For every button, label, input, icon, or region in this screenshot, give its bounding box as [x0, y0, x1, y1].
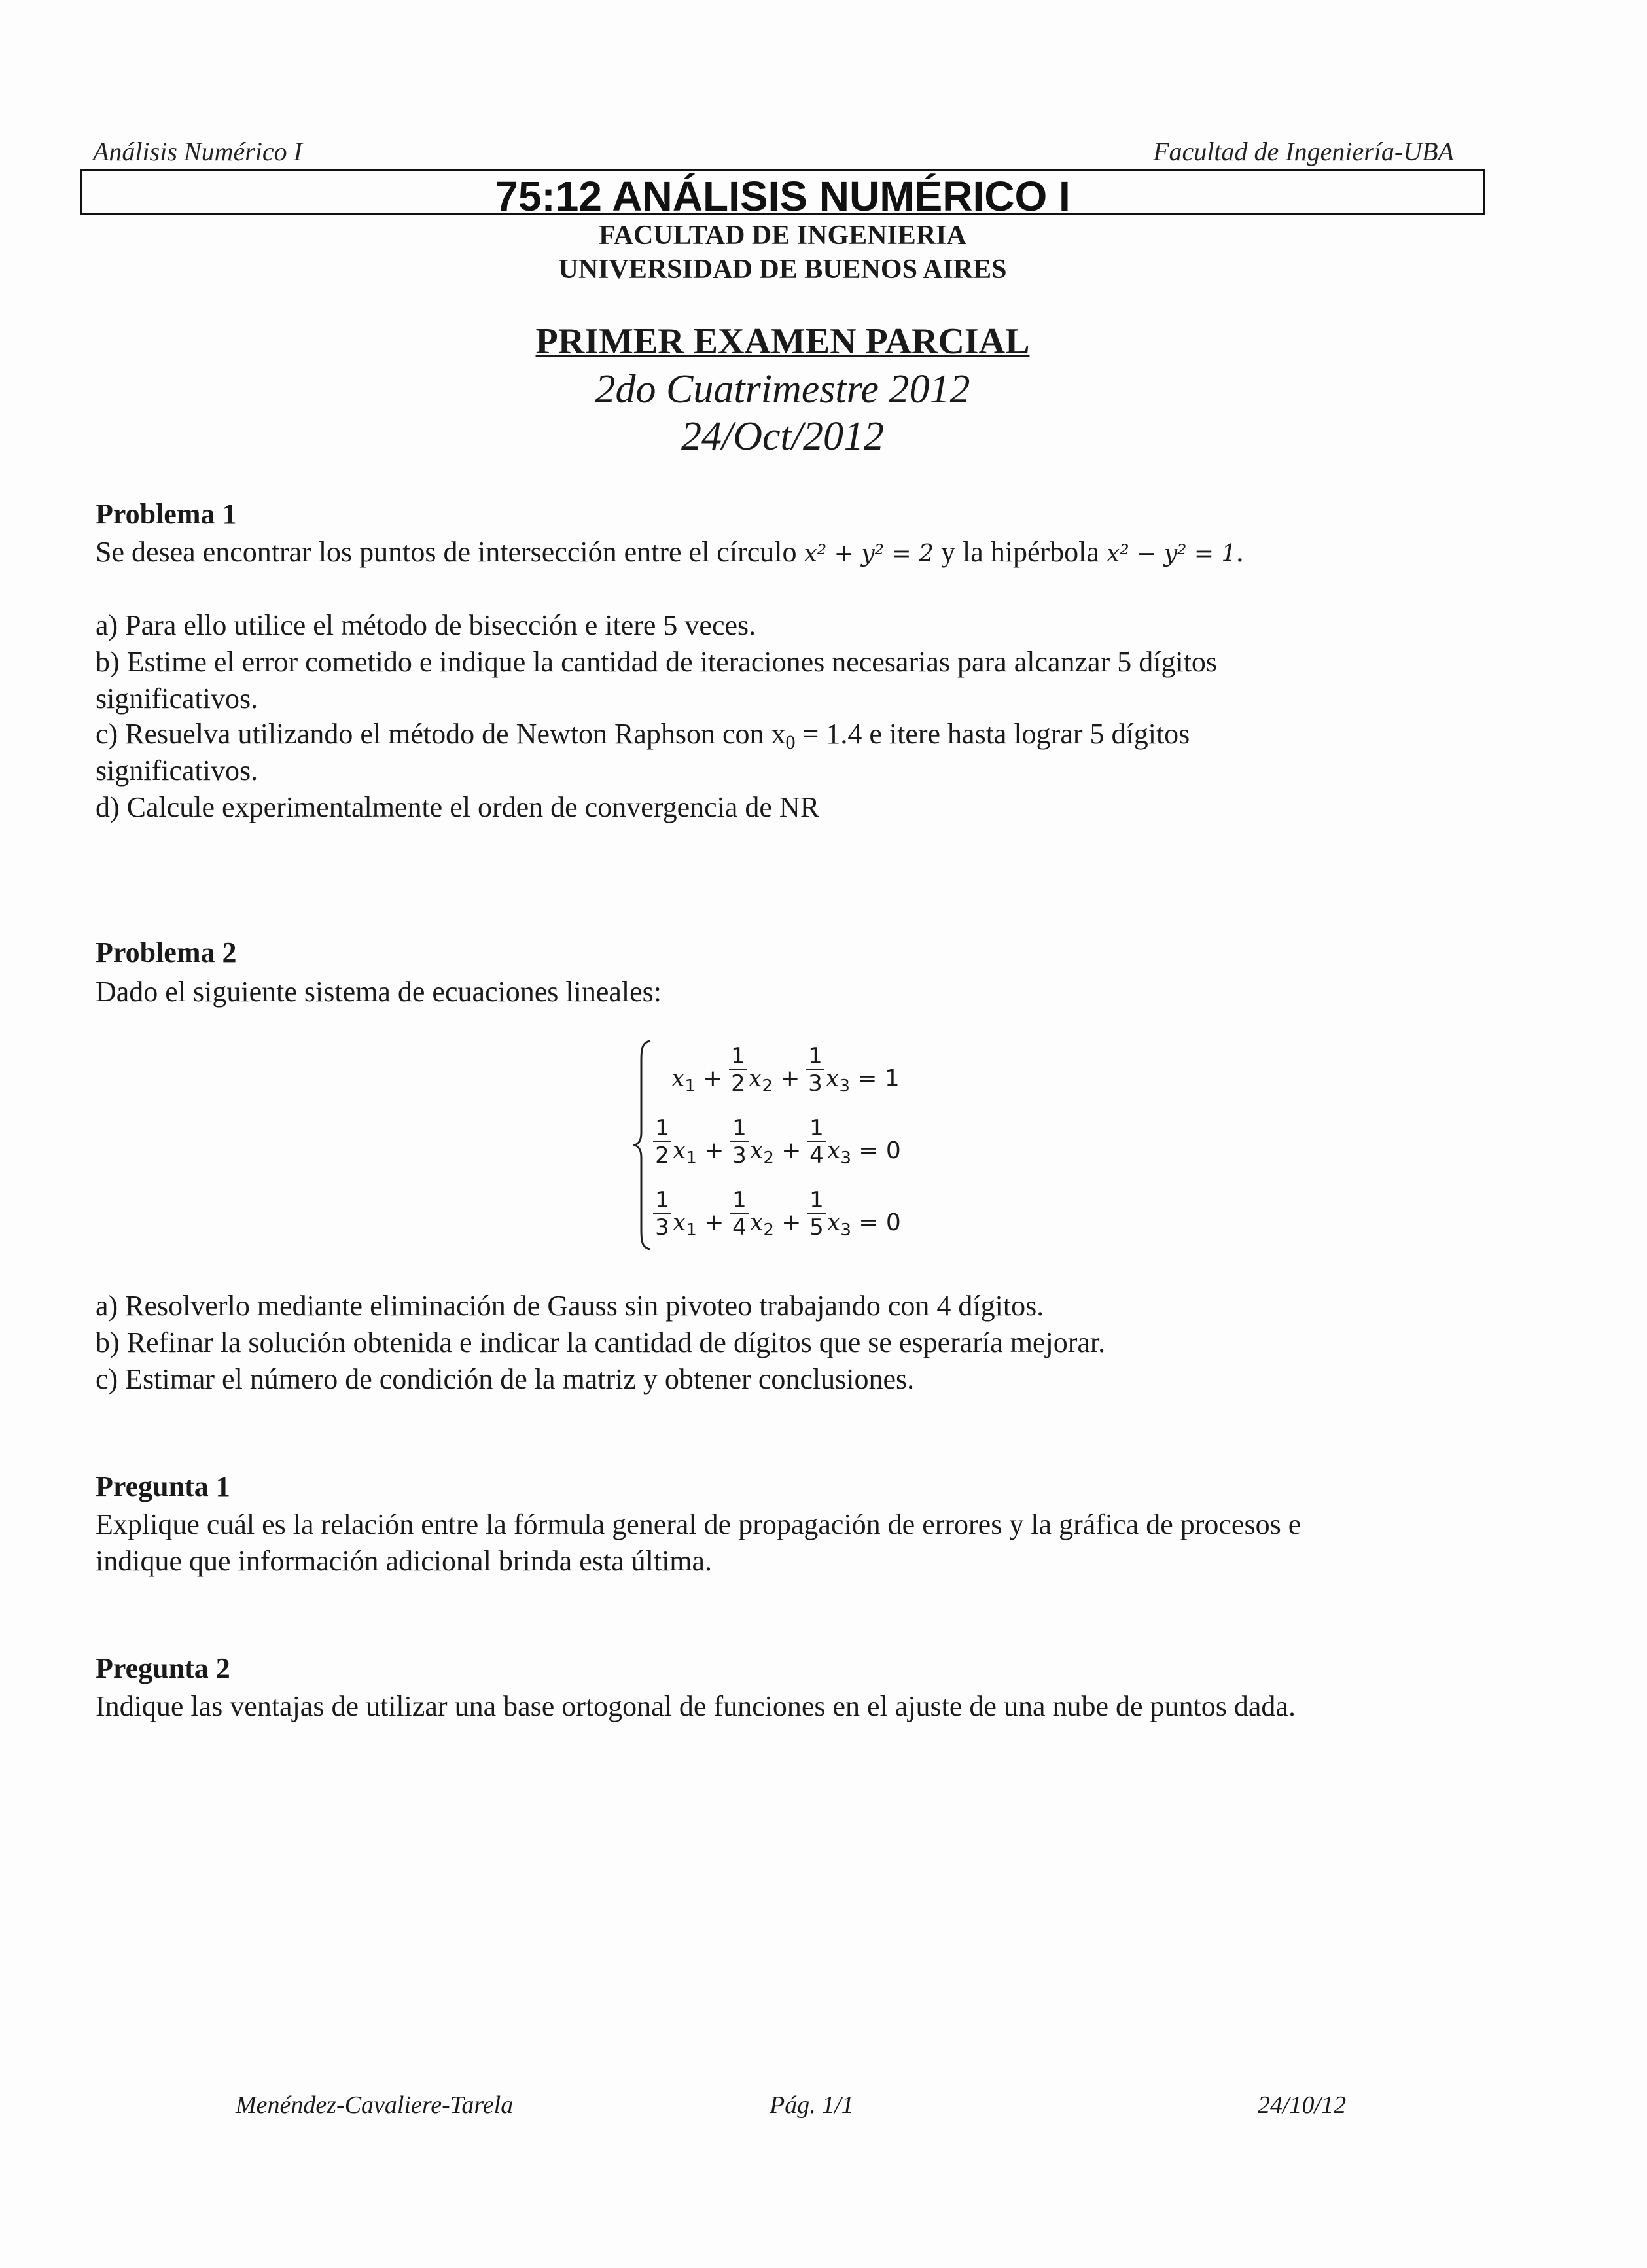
footer-page-number: Pág. 1/1 [770, 2091, 854, 2119]
coefficient-fraction [730, 1116, 749, 1167]
problema-1-part-a: a) Para ello utilice el método de bisección e itere 5 veces. [96, 609, 756, 641]
coefficient-fraction [729, 1044, 747, 1095]
coefficient-fraction-denominator: 3 [808, 1071, 823, 1097]
footer-authors: Menéndez-Cavaliere-Tarela [236, 2091, 514, 2119]
coefficient-fraction-numerator: 1 [730, 1188, 749, 1214]
problema-1-part-b-cont: significativos. [96, 682, 258, 715]
coefficient-fraction-denominator: 3 [732, 1143, 747, 1169]
pregunta-1-line-2: indique que información adicional brinda esta última. [96, 1545, 713, 1577]
coefficient-fraction-denominator: 4 [809, 1143, 824, 1169]
problema-1-part-d: d) Calcule experimentalmente el orden de convergencia de NR [96, 791, 820, 823]
problema-2-heading: Problema 2 [96, 936, 237, 968]
part-c-text: c) Resuelva utilizando el método de Newton Raphson con x [96, 718, 786, 750]
problema-2-part-a: a) Resolverlo mediante eliminación de Gauss sin pivoteo trabajando con 4 dígitos. [96, 1290, 1044, 1322]
part-c-subscript: 0 [785, 732, 796, 753]
hyperbola-equation: x² − y² = 1 [1106, 540, 1237, 567]
variable-term: $x_2$ + [750, 1137, 802, 1169]
pregunta-1-line-1: Explique cuál es la relación entre la fórmula general de propagación de errores y la gráfica de procesos e [96, 1508, 1302, 1540]
coefficient-fraction-numerator: 1 [807, 1116, 826, 1142]
problema-1-intro [96, 534, 1443, 573]
course-title-box [80, 169, 1485, 220]
coefficient-fraction-numerator: 1 [807, 1188, 826, 1214]
intro-end: . [1236, 536, 1244, 568]
variable-term: $x_1$ + [673, 1209, 724, 1241]
coefficient-fraction [806, 1044, 824, 1095]
problema-2-intro: Dado el siguiente sistema de ecuaciones lineales: [96, 976, 662, 1008]
coefficient-fraction-numerator: 1 [653, 1116, 671, 1142]
pregunta-1-heading: Pregunta 1 [96, 1470, 230, 1502]
coefficient-fraction-numerator: 1 [806, 1044, 824, 1070]
coefficient-fraction-denominator: 2 [655, 1143, 669, 1169]
variable-term: $x_3 = 1$ [826, 1065, 900, 1097]
variable-term: $x_1$ + [673, 1137, 724, 1169]
coefficient-fraction-denominator: 2 [731, 1071, 745, 1097]
problema-2-part-c: c) Estimar el número de condición de la matriz y obtener conclusiones. [96, 1363, 915, 1395]
running-header-right: Facultad de Ingeniería-UBA [1153, 137, 1454, 166]
running-header-left: Análisis Numérico I [93, 137, 302, 166]
variable-term: $x_3 = 0$ [827, 1209, 901, 1241]
exam-term: 2do Cuatrimestre 2012 [595, 367, 970, 412]
coefficient-fraction-denominator: 5 [809, 1214, 824, 1241]
problema-1-heading: Problema 1 [96, 498, 237, 530]
coefficient-fraction-denominator: 3 [655, 1214, 669, 1241]
coefficient-fraction [807, 1188, 826, 1239]
variable-term: $x_3 = 0$ [827, 1137, 901, 1169]
intro-middle: y la hipérbola [933, 536, 1107, 568]
coefficient-fraction [807, 1116, 826, 1167]
intro-text: Se desea encontrar los puntos de intersección entre el círculo [96, 536, 804, 568]
equation-row [653, 1116, 928, 1181]
variable-term: $x_2$ + [749, 1065, 800, 1097]
problema-1-part-b: b) Estime el error cometido e indique la cantidad de iteraciones necesarias para alcanzar 5 dígitos [96, 646, 1218, 678]
problema-1-part-c-cont: significativos. [96, 754, 258, 787]
coefficient-fraction-denominator: 4 [732, 1214, 747, 1241]
equation-row [653, 1044, 928, 1109]
university-name: UNIVERSIDAD DE BUENOS AIRES [558, 255, 1007, 285]
pregunta-2-heading: Pregunta 2 [96, 1652, 230, 1684]
coefficient-fraction [653, 1116, 671, 1167]
exam-title: PRIMER EXAMEN PARCIAL [535, 321, 1030, 362]
footer-date: 24/10/12 [1258, 2091, 1347, 2119]
faculty-name: FACULTAD DE INGENIERIA [599, 221, 966, 251]
variable-term: $x_2$ + [750, 1209, 802, 1241]
problema-2-part-b: b) Refinar la solución obtenida e indicar la cantidad de dígitos que se esperaría mejorar. [96, 1326, 1106, 1358]
system-brace [633, 1037, 653, 1253]
exam-date: 24/Oct/2012 [681, 414, 884, 459]
coefficient-fraction [730, 1188, 749, 1239]
course-title: 75:12 ANÁLISIS NUMÉRICO I [495, 173, 1071, 220]
equation-row [653, 1188, 928, 1253]
coefficient-fraction [653, 1188, 671, 1239]
variable-term: $x_1$ + [671, 1065, 723, 1097]
part-c-text-end: = 1.4 e itere hasta lograr 5 dígitos [795, 718, 1190, 750]
coefficient-fraction-numerator: 1 [729, 1044, 747, 1070]
pregunta-2-line-1: Indique las ventajas de utilizar una base ortogonal de funciones en el ajuste de una nube de puntos dada. [96, 1690, 1296, 1722]
coefficient-fraction-numerator: 1 [730, 1116, 749, 1142]
coefficient-fraction-numerator: 1 [653, 1188, 671, 1214]
circle-equation: x² + y² = 2 [804, 540, 934, 567]
linear-system [633, 1037, 934, 1253]
